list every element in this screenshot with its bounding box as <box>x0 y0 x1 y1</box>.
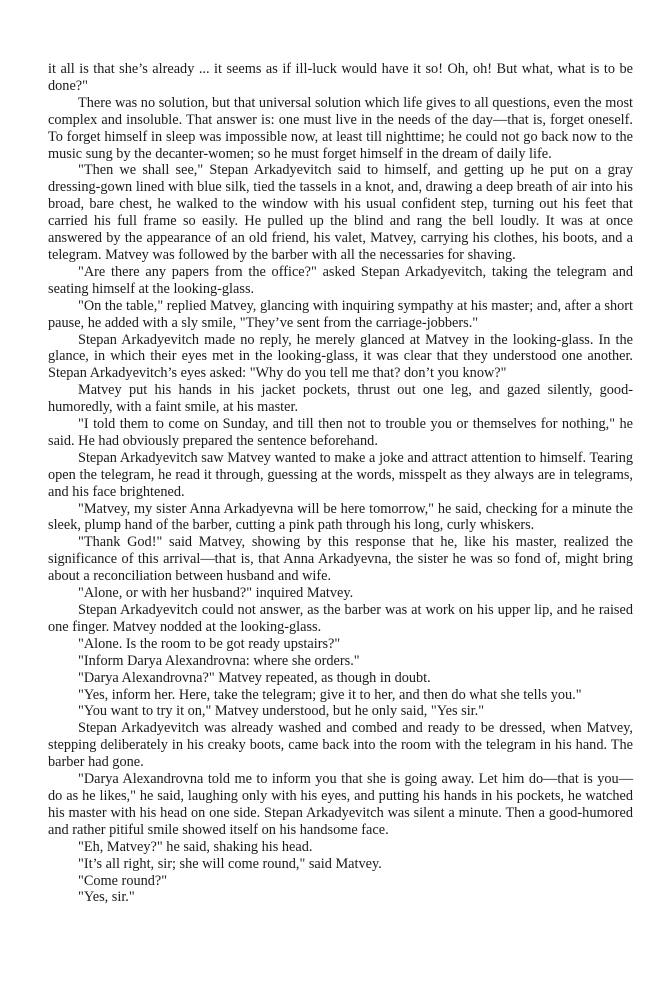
paragraph: it all is that she’s already ... it seems as if ill-luck would have it so! Oh, oh! But what, what is to be done?" <box>48 61 633 94</box>
paragraph: "Alone. Is the room to be got ready upstairs?" <box>78 635 341 652</box>
paragraph: "Come round?" <box>78 872 168 889</box>
paragraph: "Are there any papers from the office?" asked Stepan Arkadyevitch, taking the telegram and seating himself at the looking-glass. <box>48 263 633 297</box>
paragraph: "Inform Darya Alexandrovna: where she orders." <box>78 652 360 669</box>
paragraph: Stepan Arkadyevitch saw Matvey wanted to make a joke and attract attention to himself. Tearing open the telegram, he read it through, guessing at the words, misspelt as they always are in telegrams, and his face brightened. <box>48 449 633 500</box>
paragraph: "You want to try it on," Matvey understood, but he only said, "Yes sir." <box>78 703 485 720</box>
paragraph: There was no solution, but that universal solution which life gives to all questions, even the most complex and insoluble. That answer is: one must live in the needs of the day—that is, forget oneself. To forget himself in sleep was impossible now, at least till nighttime; he could not go back now to the music sung by the decanter-women; so he must forget himself in the dream of daily life. <box>48 94 633 162</box>
paragraph: Stepan Arkadyevitch made no reply, he merely glanced at Matvey in the looking-glass. In the glance, in which their eyes met in the looking-glass, it was clear that they understood one another. Stepan Arkadyevitch’s eyes asked: "Why do you tell me that? don’t you know?" <box>48 331 633 382</box>
paragraph: "Yes, sir." <box>78 889 135 906</box>
paragraph: "Eh, Matvey?" he said, shaking his head. <box>78 838 313 855</box>
paragraph: "Matvey, my sister Anna Arkadyevna will be here tomorrow," he said, checking for a minute the sleek, plump hand of the barber, cutting a pink path through his long, curly whiskers. <box>48 500 633 534</box>
paragraph: "Darya Alexandrovna?" Matvey repeated, as though in doubt. <box>78 669 431 686</box>
paragraph: "Yes, inform her. Here, take the telegram; give it to her, and then do what she tells you." <box>78 686 582 703</box>
paragraph: Stepan Arkadyevitch could not answer, as the barber was at work on his upper lip, and he raised one finger. Matvey nodded at the looking-glass. <box>48 602 633 635</box>
paragraph: Stepan Arkadyevitch was already washed and combed and ready to be dressed, when Matvey, stepping deliberately in his creaky boots, came back into the room with the telegram in his hand. The barber had gone. <box>48 720 633 771</box>
paragraph: "It’s all right, sir; she will come round," said Matvey. <box>78 855 382 872</box>
paragraph: "On the table," replied Matvey, glancing with inquiring sympathy at his master; and, after a short pause, he added with a sly smile, "They’ve sent from the carriage-jobbers." <box>48 297 633 331</box>
paragraph: "Then we shall see," Stepan Arkadyevitch said to himself, and getting up he put on a gray dressing-gown lined with blue silk, tied the tassels in a knot, and, drawing a deep breath of air into his broad, bare chest, he walked to the window with his usual confident step, turning out his feet that carried his full frame so easily. He pulled up the blind and rang the bell loudly. It was at once answered by the appearance of an old friend, his valet, Matvey, carrying his clothes, his boots, and a telegram. Matvey was followed by the barber with all the necessaries for shaving. <box>48 162 633 263</box>
paragraph: Matvey put his hands in his jacket pockets, thrust out one leg, and gazed silently, good-humoredly, with a faint smile, at his master. <box>48 382 633 416</box>
paragraph: "I told them to come on Sunday, and till then not to trouble you or themselves for nothing," he said. He had obviously prepared the sentence beforehand. <box>48 416 633 449</box>
paragraph: "Darya Alexandrovna told me to inform you that she is going away. Let him do—that is you—do as he likes," he said, laughing only with his eyes, and putting his hands in his pockets, he watched his master with his head on one side. Stepan Arkadyevitch was silent a minute. Then a good-humored and rather pitiful smile showed itself on his handsome face. <box>48 771 633 838</box>
paragraph: "Thank God!" said Matvey, showing by this response that he, like his master, realized the significance of this arrival—that is, that Anna Arkadyevna, the sister he was so fond of, might bring about a reconciliation between husband and wife. <box>48 534 633 585</box>
body-text <box>48 61 633 906</box>
paragraph: "Alone, or with her husband?" inquired Matvey. <box>78 585 354 602</box>
